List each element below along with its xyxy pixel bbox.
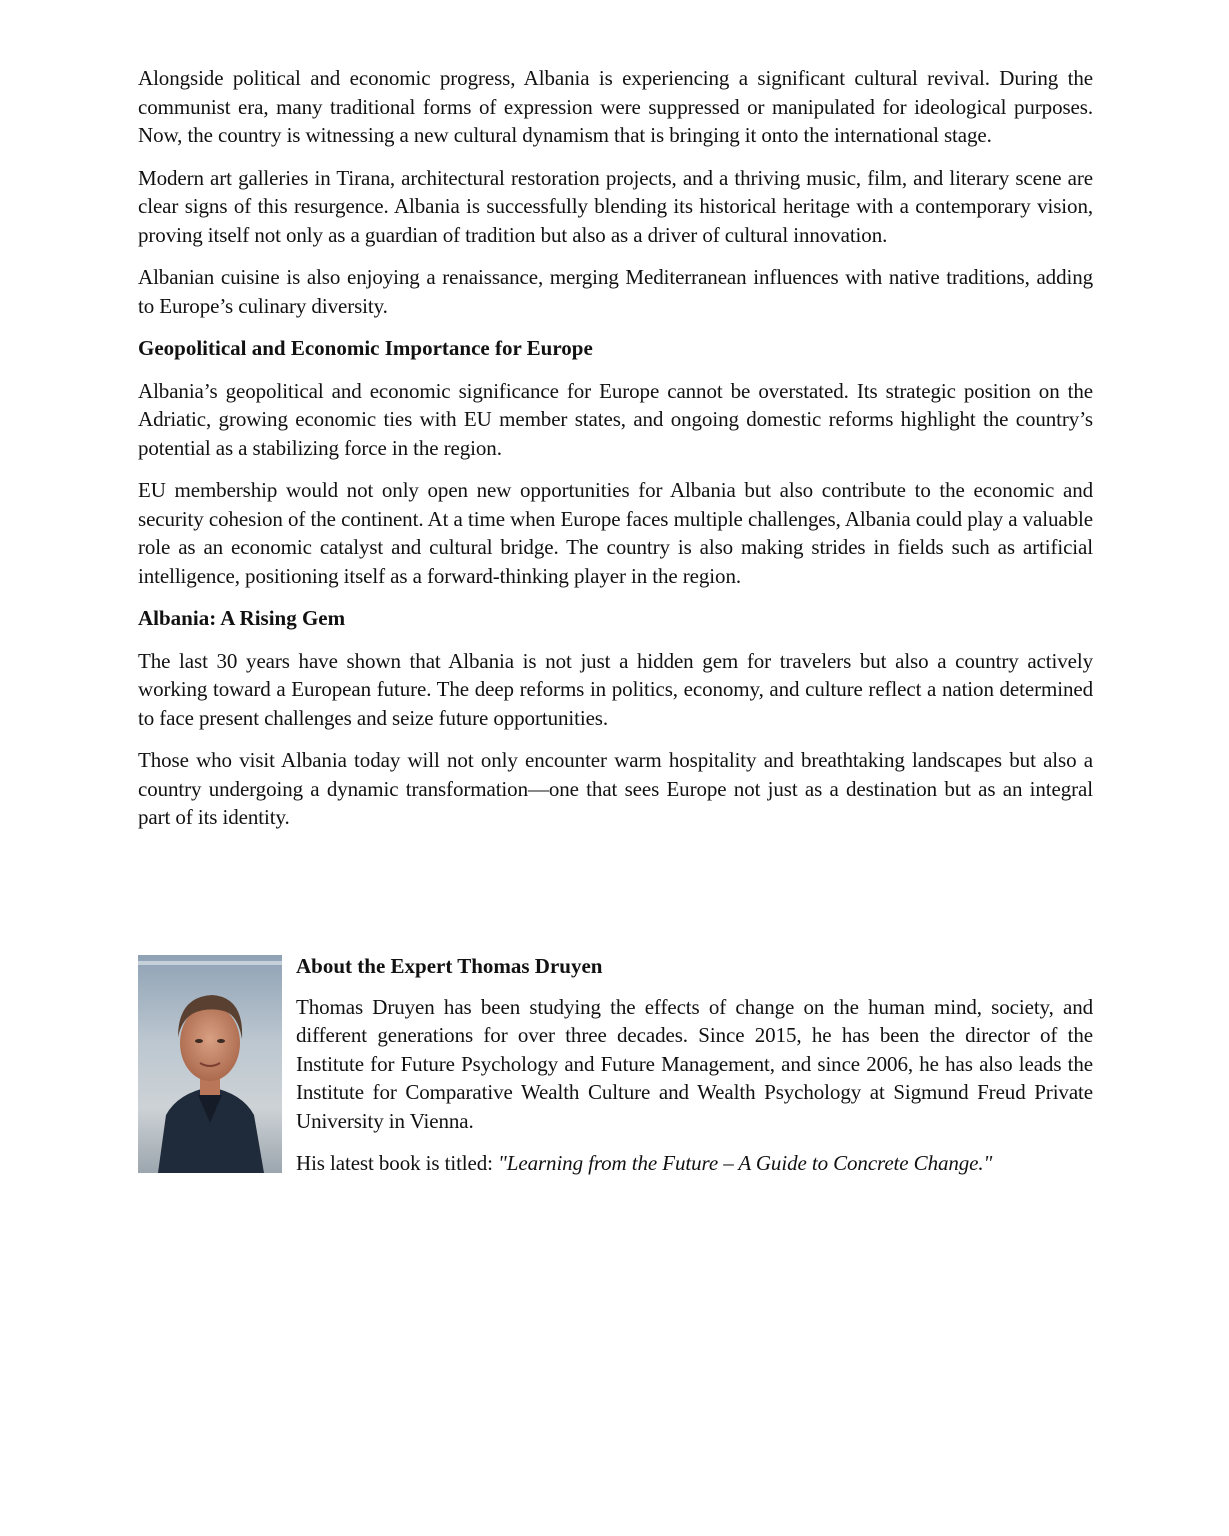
paragraph-bio: Thomas Druyen has been studying the effects of change on the human mind, society, and different generations for over three decades. Since 2015, he has been the director of the Institute for Future Psychology and Future Management, and since 2006, he has also leads the Institute for Comparative Wealth Culture and Wealth Psychology at Sigmund Freud Private University in Vienna. [296, 994, 1093, 1133]
heading-about-expert: About the Expert Thomas Druyen [296, 954, 603, 978]
paragraph-cultural-revival: Alongside political and economic progress, Albania is experiencing a significant cultural revival. During the communist era, many traditional forms of expression were suppressed or manipulated for ideological purposes. Now, the country is witnessing a new cultural dynamism that is bringing it onto the international stage. [138, 66, 1093, 147]
paragraph-eu-membership: EU membership would not only open new opportunities for Albania but also contribute to the economic and security cohesion of the continent. At a time when Europe faces multiple challenges, Albania could play a valuable role as an economic catalyst and cultural bridge. The country is also making strides in fields such as artificial intelligence, positioning itself as a forward-thinking player in the region. [138, 478, 1093, 588]
book-title: "Learning from the Future – A Guide to Concrete Change." [498, 1151, 993, 1175]
paragraph-latest-book [296, 1149, 1093, 1178]
about-text [296, 952, 1093, 1192]
heading-geopolitical: Geopolitical and Economic Importance for Europe [138, 336, 593, 360]
paragraph-last-30-years: The last 30 years have shown that Albania is not just a hidden gem for travelers but also a country actively working toward a European future. The deep reforms in politics, economy, and culture reflect a nation determined to face present challenges and seize future opportunities. [138, 648, 1093, 730]
article-body [138, 64, 1093, 846]
paragraph-modern-art: Modern art galleries in Tirana, architectural restoration projects, and a thriving music, film, and literary scene are clear signs of this resurgence. Albania is successfully blending its historical heritage with a contemporary vision, proving itself not only as a guardian of tradition but also as a driver of cultural innovation. [138, 165, 1093, 247]
paragraph-visitors: Those who visit Albania today will not only encounter warm hospitality and breathtaking landscapes but also a country undergoing a dynamic transformation—one that sees Europe not just as a destination but as an integral part of its identity. [138, 748, 1093, 829]
book-prefix: His latest book is titled: [296, 1151, 499, 1175]
heading-rising-gem: Albania: A Rising Gem [138, 606, 346, 630]
author-portrait [138, 955, 282, 1173]
paragraph-geopolitical-significance: Albania’s geopolitical and economic significance for Europe cannot be overstated. Its strategic position on the Adriatic, growing economic ties with EU member states, and ongoing domestic reforms highlight the country’s potential as a stabilizing force in the region. [138, 378, 1093, 460]
paragraph-cuisine: Albanian cuisine is also enjoying a renaissance, merging Mediterranean influences with native traditions, adding to Europe’s culinary diversity. [138, 265, 1093, 318]
